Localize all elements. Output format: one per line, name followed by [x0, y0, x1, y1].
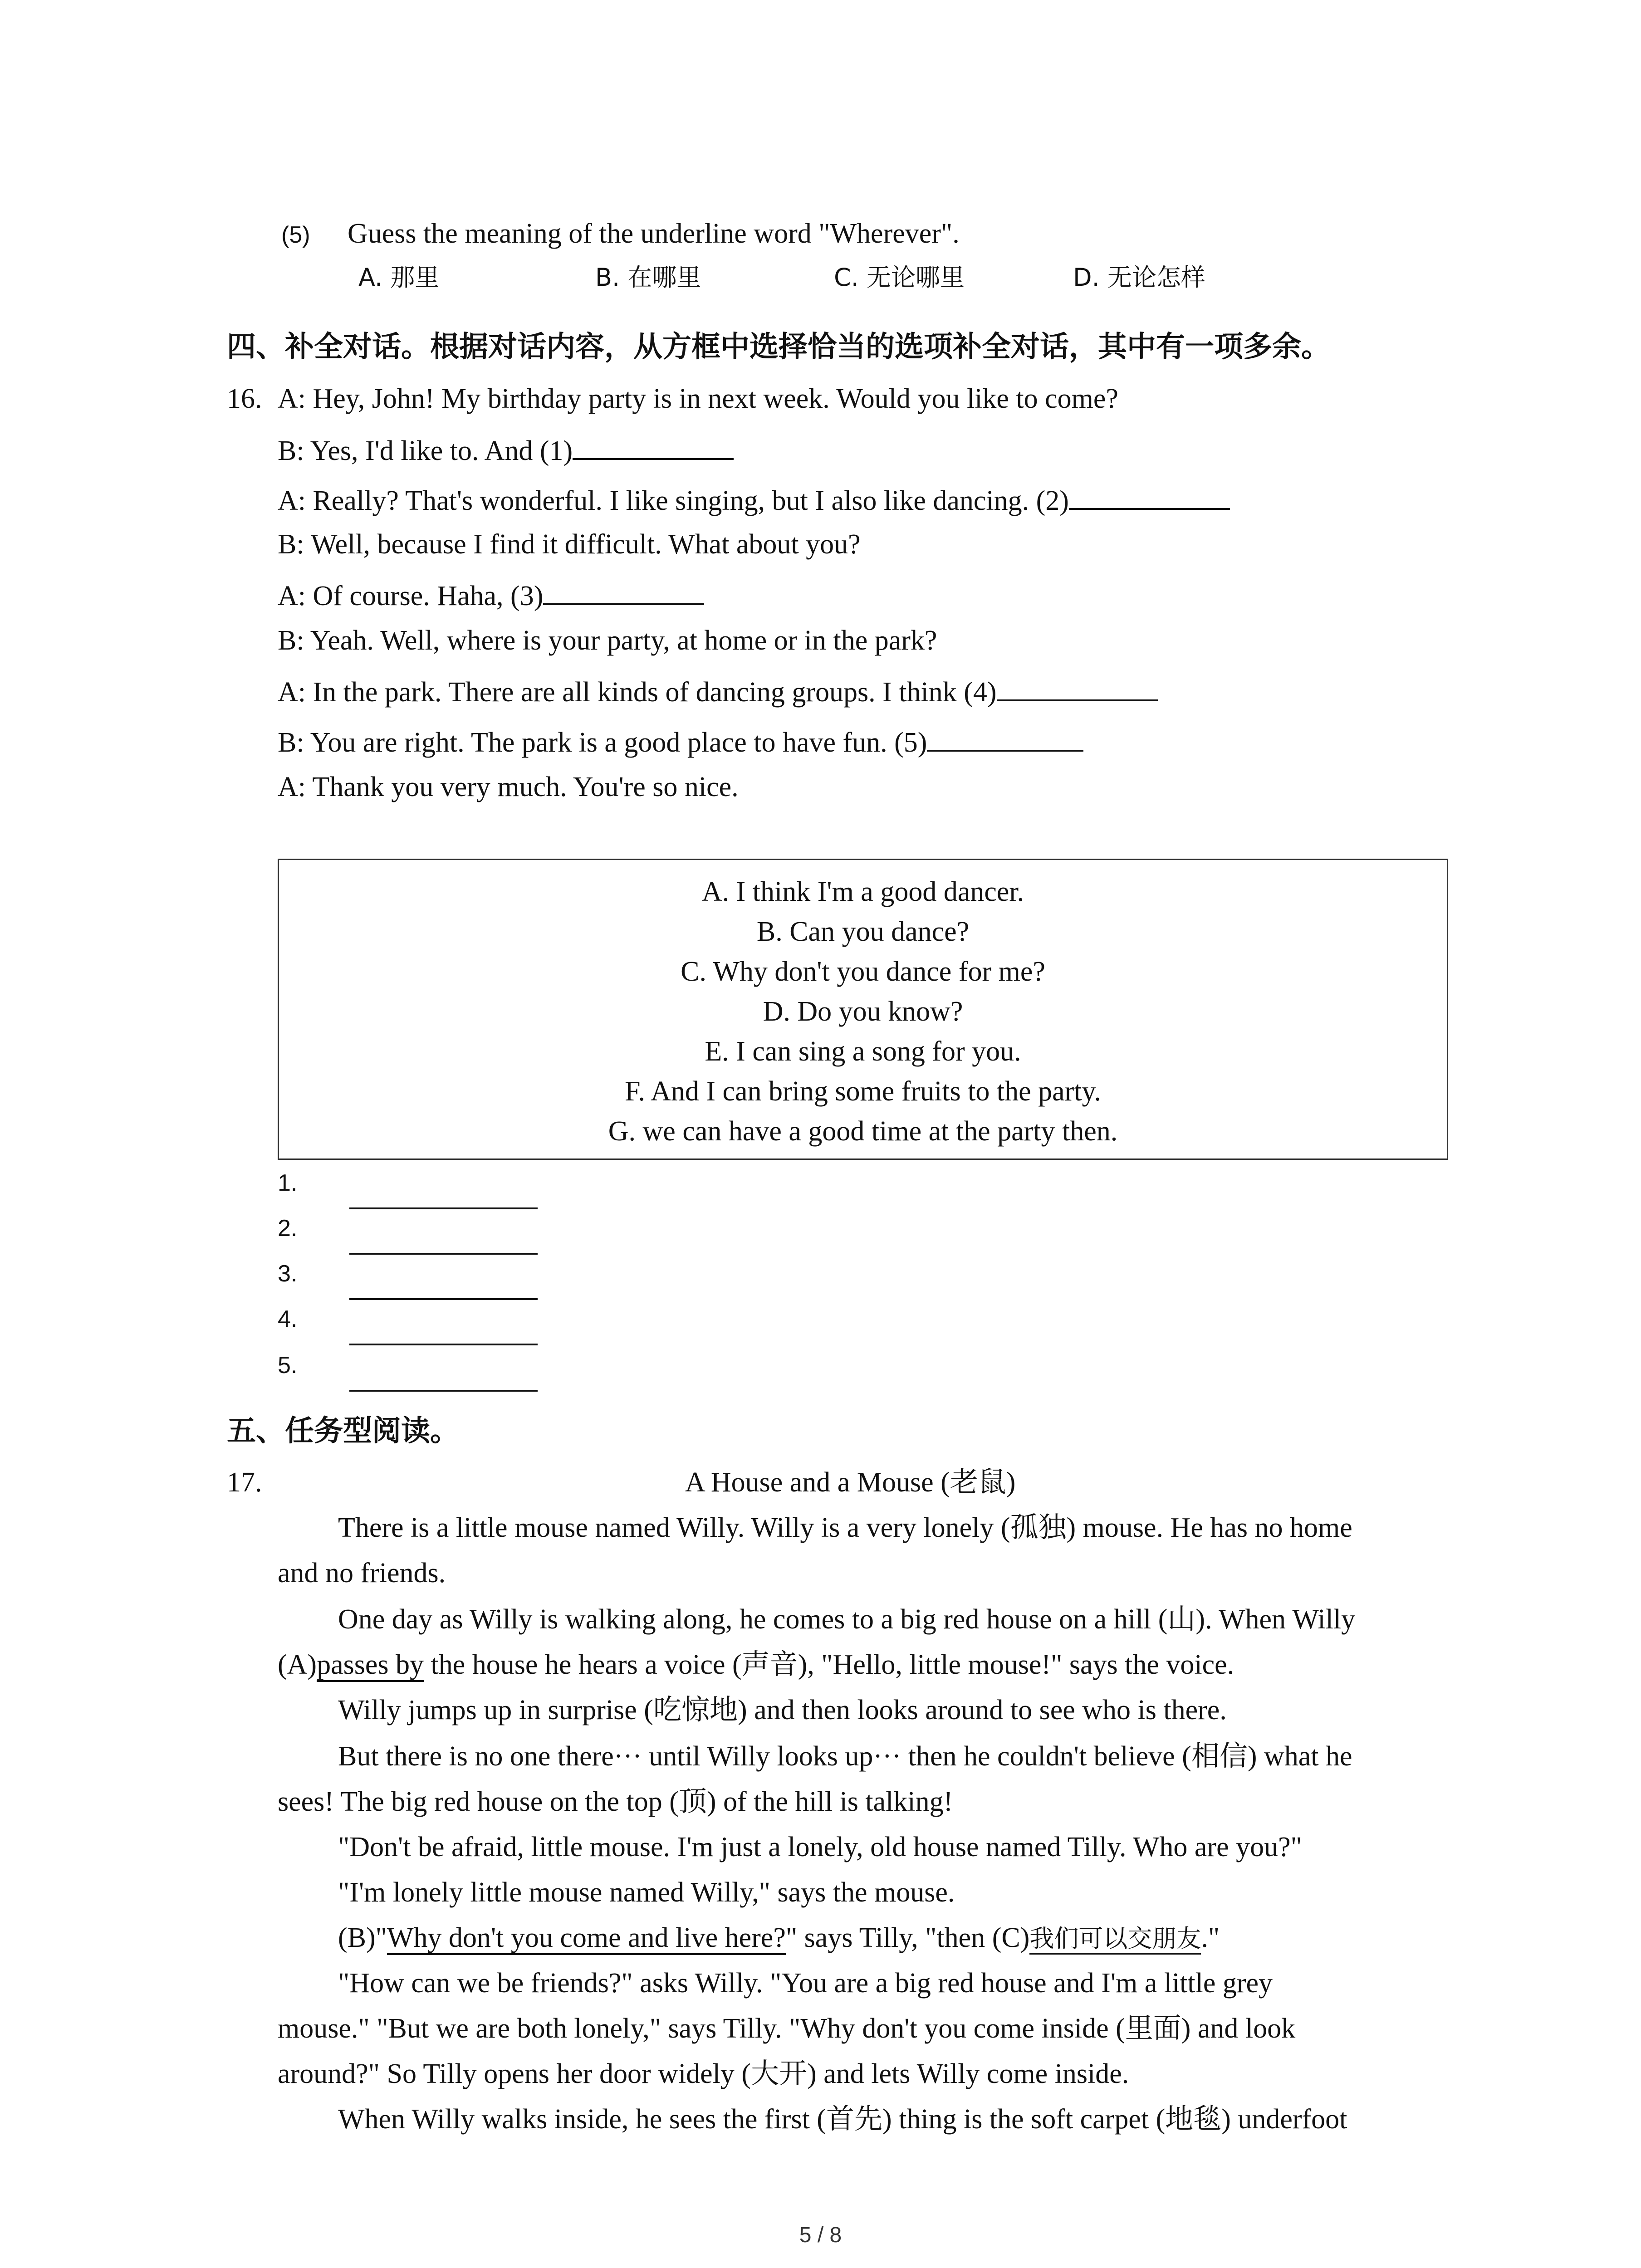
- page-number: 5 / 8: [799, 2223, 842, 2247]
- question-number: (5): [281, 222, 310, 248]
- dialogue-line: A: Really? That's wonderful. I like singing, but I also like dancing. (2): [278, 481, 1230, 519]
- dialogue-line: A: Of course. Haha, (3): [278, 576, 704, 614]
- box-option: F. And I can bring some fruits to the party.: [624, 1076, 1101, 1107]
- answer-blank[interactable]: [543, 576, 704, 605]
- passage-line: "How can we be friends?" asks Willy. "You are a big red house and I'm a little grey: [338, 1968, 1273, 1999]
- underlined-phrase: 我们可以交朋友: [1029, 1924, 1201, 1955]
- passage-line: (A)passes by the house he hears a voice (声音), "Hello, little mouse!" says the voice.: [278, 1647, 1234, 1683]
- answer-blank[interactable]: [927, 723, 1083, 752]
- passage-line: There is a little mouse named Willy. Willy is a very lonely (孤独) mouse. He has no home: [338, 1512, 1352, 1543]
- passage-line: and no friends.: [278, 1558, 446, 1589]
- dialogue-line: B: You are right. The park is a good place to have fun. (5): [278, 723, 1083, 761]
- answer-number: 4.: [278, 1306, 298, 1332]
- answer-line[interactable]: [349, 1253, 538, 1255]
- passage-line: When Willy walks inside, he sees the first (首先) thing is the soft carpet (地毯) underfoot: [338, 2104, 1347, 2135]
- passage-line: "I'm lonely little mouse named Willy," says the mouse.: [338, 1877, 955, 1908]
- answer-line[interactable]: [349, 1298, 538, 1300]
- dialogue-line: A: In the park. There are all kinds of dancing groups. I think (4): [278, 672, 1158, 710]
- options-box: [278, 859, 1448, 1160]
- option-b: B. 在哪里: [595, 263, 701, 292]
- dialogue-line: A: Hey, John! My birthday party is in next week. Would you like to come?: [278, 383, 1118, 414]
- dialogue-line: B: Well, because I find it difficult. What about you?: [278, 529, 861, 560]
- answer-line[interactable]: [349, 1207, 538, 1209]
- dialogue-line: A: Thank you very much. You're so nice.: [278, 772, 739, 802]
- passage-line: mouse." "But we are both lonely," says Tilly. "Why don't you come inside (里面) and look: [278, 2013, 1296, 2044]
- answer-blank[interactable]: [997, 672, 1158, 701]
- passage-line: (B)"Why don't you come and live here?" says Tilly, "then (C)我们可以交朋友.": [338, 1920, 1220, 1957]
- answer-line[interactable]: [349, 1344, 538, 1345]
- answer-blank[interactable]: [573, 431, 734, 460]
- box-option: B. Can you dance?: [756, 916, 970, 947]
- answer-number: 5.: [278, 1352, 298, 1378]
- passage-line: "Don't be afraid, little mouse. I'm just a lonely, old house named Tilly. Who are you?": [338, 1832, 1302, 1862]
- passage-line: But there is no one there··· until Willy looks up··· then he couldn't believe (相信) what he: [338, 1741, 1352, 1772]
- passage-line: around?" So Tilly opens her door widely (大开) and lets Willy come inside.: [278, 2058, 1129, 2089]
- box-option: E. I can sing a song for you.: [705, 1036, 1021, 1067]
- answer-number: 1.: [278, 1170, 298, 1196]
- answer-blank[interactable]: [1069, 481, 1230, 510]
- answer-number: 2.: [278, 1215, 298, 1242]
- dialogue-line: B: Yeah. Well, where is your party, at home or in the park?: [278, 625, 937, 656]
- dialogue-line: B: Yes, I'd like to. And (1): [278, 431, 734, 469]
- question-prompt: Guess the meaning of the underline word "Wherever".: [348, 218, 960, 249]
- option-a: A. 那里: [358, 263, 440, 292]
- question-number: 16.: [227, 383, 262, 414]
- underlined-phrase: passes by: [317, 1649, 424, 1682]
- passage-line: sees! The big red house on the top (顶) of the hill is talking!: [278, 1786, 953, 1817]
- answer-number: 3.: [278, 1261, 298, 1287]
- box-option: C. Why don't you dance for me?: [681, 956, 1045, 987]
- section-heading: 四、补全对话。根据对话内容，从方框中选择恰当的选项补全对话，其中有一项多余。: [227, 330, 1330, 364]
- section-heading: 五、任务型阅读。: [227, 1414, 459, 1448]
- option-d: D. 无论怎样: [1073, 263, 1205, 292]
- underlined-phrase: Why don't you come and live here?: [387, 1922, 786, 1955]
- answer-line[interactable]: [349, 1390, 538, 1392]
- passage-title: A House and a Mouse (老鼠): [685, 1467, 1016, 1498]
- passage-line: Willy jumps up in surprise (吃惊地) and then looks around to see who is there.: [338, 1695, 1227, 1725]
- option-c: C. 无论哪里: [834, 263, 965, 292]
- box-option: G. we can have a good time at the party then.: [608, 1116, 1118, 1147]
- question-number: 17.: [227, 1467, 262, 1498]
- box-option: A. I think I'm a good dancer.: [701, 876, 1024, 907]
- box-option: D. Do you know?: [763, 996, 963, 1027]
- passage-line: One day as Willy is walking along, he comes to a big red house on a hill (山). When Willy: [338, 1604, 1356, 1635]
